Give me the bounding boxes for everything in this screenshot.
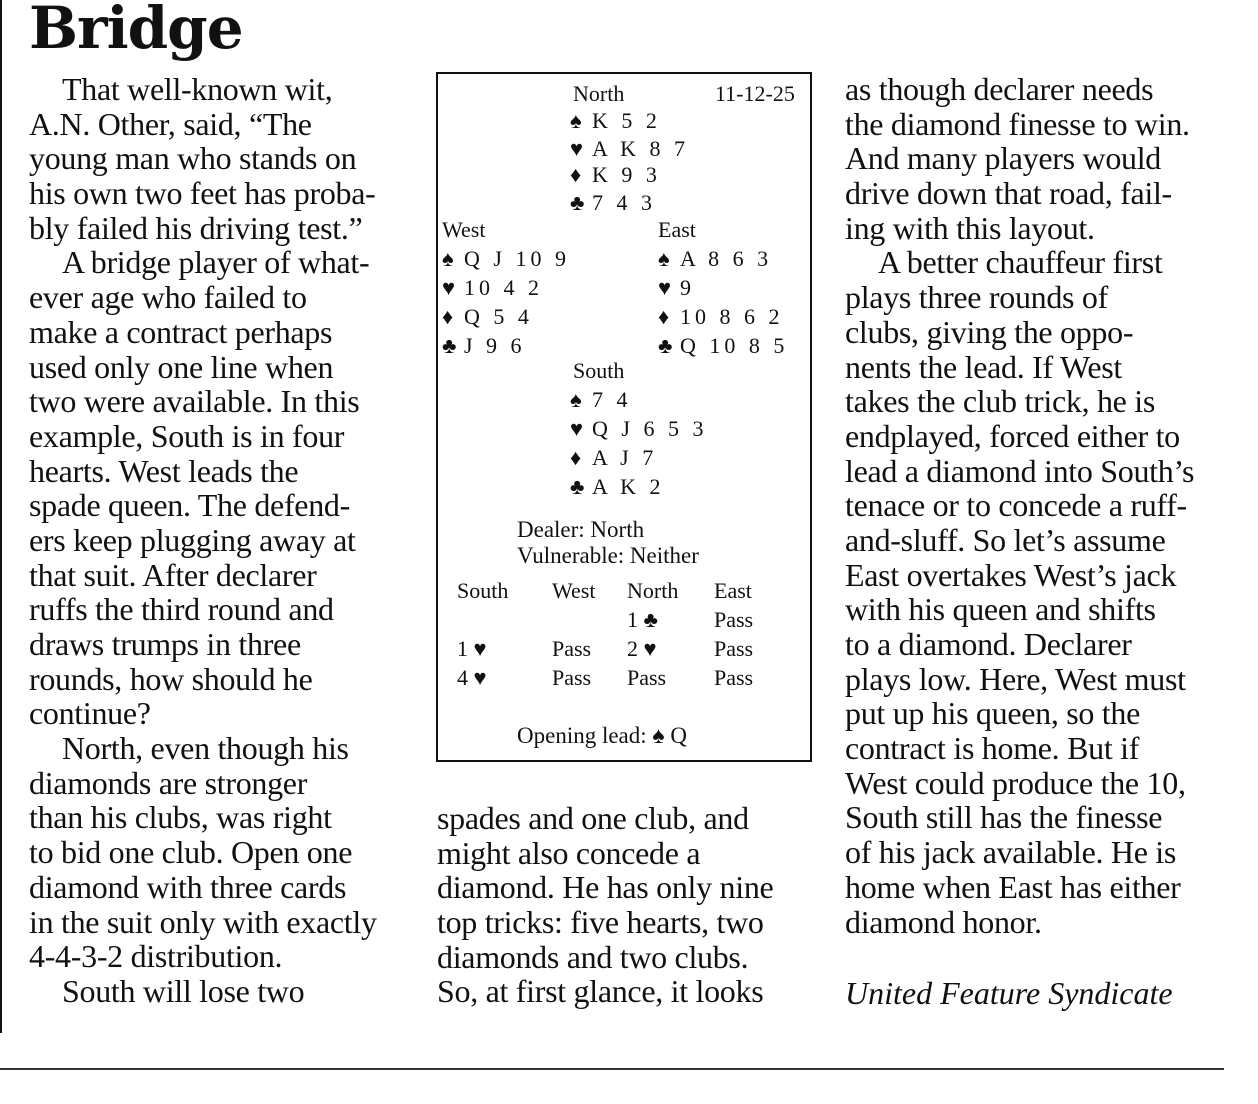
dealer-line: Dealer: North xyxy=(517,517,645,542)
west-clubs: ♣ J 9 6 xyxy=(442,333,526,358)
text-line: 4-4-3-2 distribution. xyxy=(29,938,283,975)
spade-icon: ♠ xyxy=(570,108,582,133)
text-line: North, even though his xyxy=(62,730,349,767)
text-line: ever age who failed to xyxy=(29,279,307,316)
text-line: South will lose two xyxy=(62,972,305,1009)
west-spades: ♠ Q J 10 9 xyxy=(442,246,570,271)
text-line: hearts. West leads the xyxy=(29,452,299,489)
bid-cell: Pass xyxy=(552,665,592,690)
text-line: plays three rounds of xyxy=(845,279,1108,316)
text-line: endplayed, forced either to xyxy=(845,417,1180,454)
text-line: the diamond finesse to win. xyxy=(845,105,1190,142)
text-line: plays low. Here, West must xyxy=(845,660,1186,697)
opening-lead: Opening lead: ♠ Q xyxy=(517,723,687,748)
text-line: A bridge player of what- xyxy=(62,244,370,281)
bottom-rule xyxy=(0,1068,1224,1070)
east-label: East xyxy=(658,217,696,242)
bid-cell: 1 ♣ xyxy=(627,607,658,632)
text-line: draws trumps in three xyxy=(29,626,301,662)
text-line: rounds, how should he xyxy=(29,660,313,697)
text-line: diamond. He has only nine xyxy=(437,869,774,906)
east-spades: ♠ A 8 6 3 xyxy=(658,246,773,271)
south-hearts: ♥ Q J 6 5 3 xyxy=(570,416,708,441)
article-column-1 xyxy=(29,72,414,1009)
club-icon: ♣ xyxy=(442,333,457,358)
syndicate-credit: United Feature Syndicate xyxy=(845,975,1173,1011)
text-line: young man who stands on xyxy=(29,140,357,177)
text-line: in the suit only with exactly xyxy=(29,903,377,940)
text-line: takes the club trick, he is xyxy=(845,383,1156,420)
text-line: diamonds are stronger xyxy=(29,764,308,801)
north-label: North xyxy=(573,81,625,106)
bid-cell: 1 ♥ xyxy=(457,636,487,661)
west-hearts: ♥ 10 4 2 xyxy=(442,275,543,300)
text-line: make a contract perhaps xyxy=(29,313,333,350)
north-diamonds: ♦ K 9 3 xyxy=(570,162,661,187)
text-line: as though declarer needs xyxy=(845,71,1154,107)
bridge-deal-diagram xyxy=(436,72,812,762)
text-line: spades and one club, and xyxy=(437,800,749,836)
spade-icon: ♠ xyxy=(658,246,670,271)
text-line: that suit. After declarer xyxy=(29,556,317,593)
west-diamonds: ♦ Q 5 4 xyxy=(442,304,533,329)
north-clubs: ♣ 7 4 3 xyxy=(570,190,656,215)
text-line: top tricks: five hearts, two xyxy=(437,904,764,941)
club-icon: ♣ xyxy=(658,333,673,358)
bid-cell: 4 ♥ xyxy=(457,665,487,690)
left-column-rule xyxy=(0,0,2,1033)
text-line: diamond with three cards xyxy=(29,868,347,905)
vulnerable-line: Vulnerable: Neither xyxy=(517,543,699,568)
text-line: bly failed his driving test.” xyxy=(29,209,363,246)
text-line: two were available. In this xyxy=(29,383,360,420)
bidding-header-west: West xyxy=(552,578,596,603)
text-line: his own two feet has proba- xyxy=(29,175,376,212)
text-line: to a diamond. Declarer xyxy=(845,626,1132,662)
bid-cell: Pass xyxy=(714,636,754,661)
text-line: diamonds and two clubs. xyxy=(437,938,749,975)
heart-icon: ♥ xyxy=(658,275,672,300)
bid-cell: Pass xyxy=(627,665,667,690)
text-line: A better chauffeur first xyxy=(878,244,1163,281)
heart-icon: ♥ xyxy=(570,416,584,441)
south-clubs: ♣ A K 2 xyxy=(570,474,665,499)
club-icon: ♣ xyxy=(570,474,585,499)
text-line: West could produce the 10, xyxy=(845,764,1186,801)
text-line: might also concede a xyxy=(437,834,701,871)
text-line: ing with this layout. xyxy=(845,209,1095,246)
bidding-header-north: North xyxy=(627,578,679,603)
article-column-2 xyxy=(437,801,817,1009)
bid-cell: Pass xyxy=(714,665,754,690)
text-line: with his queen and shifts xyxy=(845,591,1156,628)
text-line: A.N. Other, said, “The xyxy=(29,105,312,142)
heart-icon: ♥ xyxy=(570,136,584,161)
spade-icon: ♠ xyxy=(570,387,582,412)
text-line: nents the lead. If West xyxy=(845,348,1122,385)
south-label: South xyxy=(573,358,625,383)
spade-icon: ♠ xyxy=(442,246,454,271)
south-diamonds: ♦ A J 7 xyxy=(570,445,658,470)
text-line: East overtakes West’s jack xyxy=(845,556,1177,593)
bid-cell: Pass xyxy=(714,607,754,632)
west-label: West xyxy=(442,217,486,242)
article-column-3 xyxy=(845,72,1230,939)
south-spades: ♠ 7 4 xyxy=(570,387,632,412)
text-line: to bid one club. Open one xyxy=(29,834,353,871)
east-hearts: ♥ 9 xyxy=(658,275,695,300)
text-line: And many players would xyxy=(845,140,1162,177)
text-line: lead a diamond into South’s xyxy=(845,452,1195,489)
text-line: ers keep plugging away at xyxy=(29,521,356,558)
bid-cell: 2 ♥ xyxy=(627,636,657,661)
diamond-icon: ♦ xyxy=(658,304,670,329)
heart-icon: ♥ xyxy=(442,275,456,300)
text-line: and-sluff. So let’s assume xyxy=(845,521,1166,558)
bid-cell: Pass xyxy=(552,636,592,661)
text-line: That well-known wit, xyxy=(62,71,333,107)
text-line: used only one line when xyxy=(29,348,334,385)
text-line: than his clubs, was right xyxy=(29,799,332,836)
page-title: Bridge xyxy=(29,0,243,62)
bidding-header-east: East xyxy=(714,578,752,603)
text-line: home when East has either xyxy=(845,868,1181,905)
north-hearts: ♥ A K 8 7 xyxy=(570,136,690,161)
deal-date: 11-12-25 xyxy=(715,81,795,106)
text-line: South still has the finesse xyxy=(845,799,1163,836)
diamond-icon: ♦ xyxy=(442,304,454,329)
text-line: example, South is in four xyxy=(29,417,345,454)
east-diamonds: ♦ 10 8 6 2 xyxy=(658,304,784,329)
text-line: So, at first glance, it looks xyxy=(437,973,764,1010)
text-line: put up his queen, so the xyxy=(845,695,1140,732)
text-line: continue? xyxy=(29,695,151,732)
text-line: clubs, giving the oppo- xyxy=(845,313,1134,350)
north-spades: ♠ K 5 2 xyxy=(570,108,661,133)
bidding-header-south: South xyxy=(457,578,509,603)
text-line: diamond honor. xyxy=(845,903,1042,940)
club-icon: ♣ xyxy=(570,190,585,215)
text-line: contract is home. But if xyxy=(845,730,1140,767)
diamond-icon: ♦ xyxy=(570,445,582,470)
text-line: of his jack available. He is xyxy=(845,834,1177,871)
east-clubs: ♣ Q 10 8 5 xyxy=(658,333,789,358)
text-line: drive down that road, fail- xyxy=(845,175,1172,212)
text-line: tenace or to concede a ruff- xyxy=(845,487,1187,524)
text-line: ruffs the third round and xyxy=(29,591,334,628)
diamond-icon: ♦ xyxy=(570,162,582,187)
text-line: spade queen. The defend- xyxy=(29,487,350,524)
